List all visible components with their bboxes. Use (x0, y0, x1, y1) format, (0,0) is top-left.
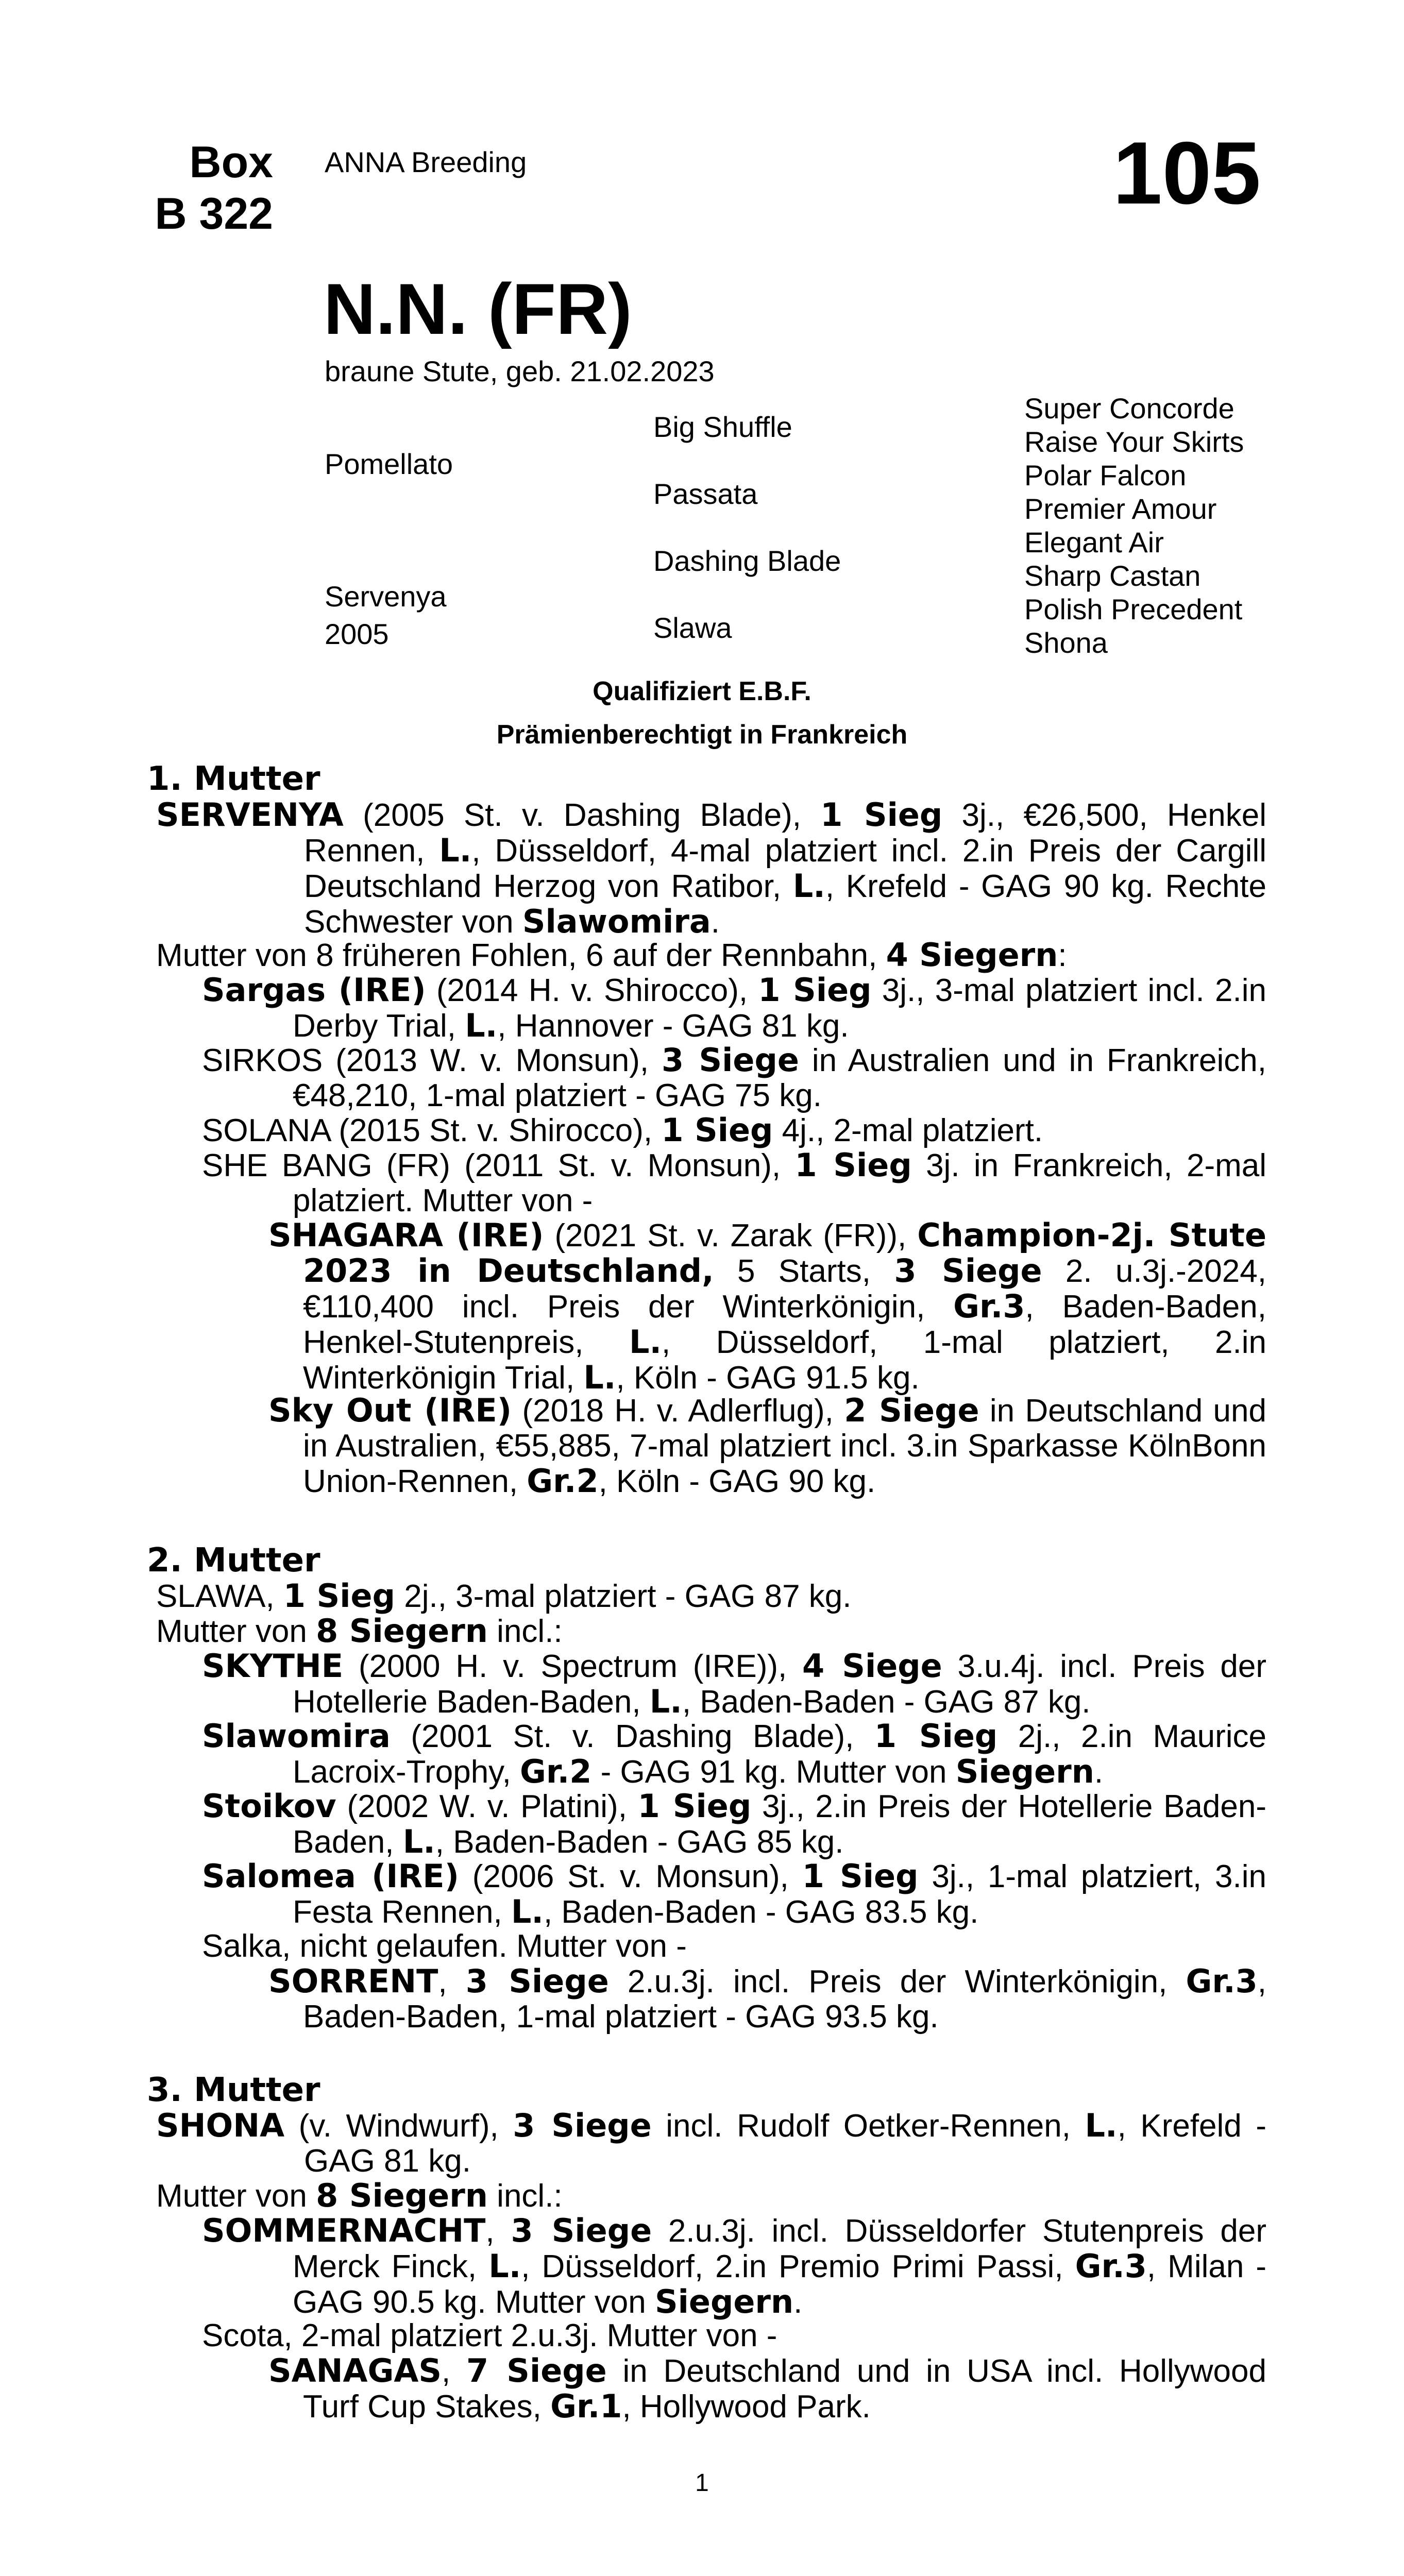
text-run: (2001 St. v. Dashing Blade), (390, 1719, 874, 1754)
pedigree-gen3-item: Raise Your Skirts (1024, 426, 1244, 458)
bold-text-run: 8 Siegern (316, 2177, 488, 2214)
dam-paragraph (156, 796, 1267, 940)
bold-text-run: Slawomira (522, 903, 711, 940)
text-run: . (711, 904, 720, 940)
bold-text-run: L. (649, 1683, 682, 1720)
text-run: , Baden-Baden, Henkel-Stutenpreis, (303, 1289, 1266, 1360)
text-run: 3j. in Frankreich, 2-mal platziert. Mutter von - (293, 1148, 1267, 1218)
bold-text-run: Gr.1 (550, 2387, 622, 2425)
bold-text-run: 1 Sieg (637, 1787, 752, 1825)
bold-text-run: 3 Siege (662, 1041, 799, 1079)
text-run: 5 Starts, (714, 1253, 894, 1289)
text-run: SOLANA (2015 St. v. Shirocco), (202, 1113, 662, 1148)
qualification-note: Qualifiziert E.B.F. (593, 676, 811, 706)
bold-text-run: L. (1085, 2107, 1118, 2144)
text-run: in Deutschland und in Australien, €55,885, 7-mal platziert incl. 3.in Sparkasse KölnBonn Union-Rennen, (303, 1393, 1266, 1499)
pedigree-gen2-item: Big Shuffle (653, 411, 792, 443)
text-run: - GAG 91 kg. Mutter von (591, 1754, 956, 1790)
section-title-1st-dam: 1. Mutter (147, 760, 320, 798)
pedigree-gen3-item: Shona (1024, 626, 1108, 659)
bold-text-run: Gr.2 (527, 1462, 599, 1500)
box-label (103, 137, 273, 240)
text-run: , Baden-Baden - GAG 85 kg. (435, 1824, 844, 1860)
bold-text-run: Champion-2j. Stute 2023 in Deutschland, (303, 1216, 1266, 1290)
pedigree-gen3-item: Polish Precedent (1024, 593, 1243, 625)
text-run: , (485, 2213, 511, 2249)
text-run: , Baden-Baden, 1-mal platziert - GAG 93.5 kg. (303, 1964, 1267, 2035)
text-run: Mutter von 8 früheren Fohlen, 6 auf der Rennbahn, (156, 938, 886, 973)
bold-text-run: L. (583, 1359, 616, 1396)
text-run: (2006 St. v. Monsun), (459, 1859, 802, 1894)
produce-entry (202, 1041, 1266, 1113)
bold-text-run: Siegern (654, 2283, 794, 2320)
text-run: , Hollywood Park. (622, 2389, 871, 2425)
pedigree-gen2-item: Dashing Blade (653, 545, 841, 577)
page-number: 1 (695, 2469, 709, 2497)
bold-text-run: L. (439, 832, 472, 869)
bold-text-run: 8 Siegern (316, 1612, 488, 1650)
text-run: incl. Rudolf Oetker-Rennen, (651, 2108, 1085, 2144)
dam-paragraph (156, 1579, 1266, 1614)
text-run: . (793, 2284, 803, 2320)
text-run: (v. Windwurf), (284, 2108, 513, 2144)
text-run: 2j., 3-mal platziert - GAG 87 kg. (395, 1579, 852, 1614)
section-title-2nd-dam: 2. Mutter (147, 1541, 320, 1580)
text-run: SLAWA, (156, 1579, 283, 1614)
text-run: 4j., 2-mal platziert. (773, 1113, 1043, 1148)
text-run: 2.u.3j. incl. Düsseldorfer Stutenpreis der Merck Finck, (293, 2213, 1266, 2284)
breeder-name: ANNA Breeding (325, 146, 527, 178)
bold-text-run: Siegern (955, 1753, 1094, 1790)
text-run: , (438, 1964, 466, 1999)
text-run: Mutter von (156, 1614, 316, 1649)
box-line-1: Box (189, 138, 273, 187)
bold-text-run: Salomea (IRE) (202, 1857, 459, 1895)
produce-entry (202, 1787, 1266, 1860)
bold-text-run: 1 Sieg (820, 796, 943, 834)
bold-text-run: 1 Sieg (283, 1577, 395, 1615)
text-run: in Deutschland und in USA incl. Hollywood Turf Cup Stakes, (303, 2353, 1266, 2425)
bold-text-run: SERVENYA (156, 796, 344, 834)
text-run: (2002 W. v. Platini), (336, 1789, 638, 1824)
text-run: SHE BANG (FR) (2011 St. v. Monsun), (202, 1148, 795, 1183)
bold-text-run: 4 Siege (802, 1647, 942, 1685)
text-run: (2021 St. v. Zarak (FR)), (544, 1218, 918, 1253)
text-run: , Baden-Baden - GAG 87 kg. (682, 1684, 1091, 1720)
pedigree-dam: Servenya (325, 580, 447, 613)
pedigree-gen3-item: Sharp Castan (1024, 560, 1201, 592)
box-number: B 322 (155, 189, 273, 239)
text-run: 2. u.3j.-2024, €110,400 incl. Preis der Winterkönigin, (303, 1253, 1266, 1325)
bold-text-run: Sky Out (IRE) (268, 1392, 512, 1429)
text-run: , Baden-Baden - GAG 83.5 kg. (543, 1894, 979, 1930)
produce-entry (202, 1647, 1266, 1720)
text-run: 3j., 2.in Preis der Hotellerie Baden-Baden, (293, 1789, 1266, 1860)
text-run: SIRKOS (2013 W. v. Monsun), (202, 1043, 662, 1078)
bold-text-run: SKYTHE (202, 1647, 344, 1685)
text-run: 3.u.4j. incl. Preis der Hotellerie Baden-Baden, (293, 1649, 1266, 1720)
text-run: (2005 St. v. Dashing Blade), (343, 798, 821, 833)
text-run: , Krefeld - GAG 81 kg. (304, 2108, 1266, 2179)
bold-text-run: 1 Sieg (874, 1717, 998, 1755)
bold-text-run: 3 Siege (513, 2107, 652, 2144)
premium-note: Prämienberechtigt in Frankreich (496, 720, 908, 750)
bold-text-run: Slawomira (202, 1717, 391, 1755)
produce-summary (156, 938, 1266, 973)
produce-entry (202, 1929, 1266, 1964)
produce-entry (202, 2212, 1267, 2320)
bold-text-run: Sargas (IRE) (202, 971, 426, 1009)
text-run: 3j., 1-mal platziert, 3.in Festa Rennen, (293, 1859, 1267, 1930)
horse-description: braune Stute, geb. 21.02.2023 (325, 355, 715, 387)
produce-summary (156, 1614, 1266, 1649)
produce-entry (268, 2352, 1266, 2425)
bold-text-run: L. (402, 1823, 435, 1860)
produce-entry (268, 1392, 1266, 1500)
produce-summary (156, 2178, 1266, 2214)
bold-text-run: L. (629, 1323, 662, 1361)
bold-text-run: Gr.3 (953, 1287, 1025, 1325)
bold-text-run: Stoikov (202, 1787, 336, 1825)
text-run: , Hannover - GAG 81 kg. (497, 1008, 849, 1044)
bold-text-run: 2 Siege (844, 1392, 979, 1429)
produce-entry (268, 1216, 1266, 1396)
produce-entry (202, 971, 1266, 1044)
produce-entry (202, 2318, 1266, 2353)
bold-text-run: 3 Siege (465, 1962, 609, 2000)
bold-text-run: SHONA (156, 2107, 285, 2144)
produce-entry (202, 1146, 1267, 1218)
horse-name: N.N. (FR) (324, 268, 632, 349)
bold-text-run: L. (465, 1007, 498, 1044)
section-title-3rd-dam: 3. Mutter (147, 2071, 320, 2109)
text-run: , (442, 2353, 467, 2389)
produce-entry (202, 1111, 1266, 1149)
bold-text-run: SANAGAS (268, 2352, 442, 2389)
bold-text-run: 1 Sieg (758, 971, 872, 1009)
bold-text-run: 3 Siege (511, 2212, 652, 2249)
bold-text-run: Gr.3 (1186, 1962, 1258, 2000)
pedigree-sire: Pomellato (325, 448, 453, 480)
pedigree-dam-year: 2005 (325, 618, 389, 650)
pedigree-gen3-item: Polar Falcon (1024, 459, 1187, 492)
text-run: Salka, nicht gelaufen. Mutter von - (202, 1928, 687, 1964)
text-run: incl.: (487, 1614, 563, 1649)
bold-text-run: Gr.2 (520, 1753, 592, 1790)
text-run: incl.: (487, 2178, 563, 2214)
bold-text-run: Gr.3 (1075, 2247, 1147, 2285)
bold-text-run: 1 Sieg (802, 1857, 919, 1895)
lot-number: 105 (1113, 124, 1261, 223)
bold-text-run: SORRENT (268, 1962, 438, 2000)
bold-text-run: 3 Siege (894, 1252, 1042, 1290)
text-run: , Köln - GAG 91.5 kg. (616, 1360, 920, 1396)
bold-text-run: 1 Sieg (794, 1146, 912, 1184)
text-run: , Düsseldorf, 1-mal platziert, 2.in Winterkönigin Trial, (303, 1325, 1266, 1396)
bold-text-run: L. (792, 867, 825, 905)
text-run: , Krefeld - GAG 90 kg. Rechte Schwester von (304, 869, 1266, 940)
produce-entry (202, 1857, 1267, 1930)
text-run: (2000 H. v. Spectrum (IRE)), (343, 1649, 803, 1684)
text-run: Scota, 2-mal platziert 2.u.3j. Mutter von - (202, 2318, 777, 2353)
pedigree-gen3-item: Super Concorde (1024, 392, 1234, 425)
bold-text-run: SHAGARA (IRE) (268, 1216, 544, 1254)
pedigree-gen2-item: Slawa (653, 612, 732, 644)
produce-entry (202, 1717, 1267, 1790)
text-run: , Köln - GAG 90 kg. (598, 1464, 876, 1499)
produce-entry (268, 1962, 1267, 2035)
text-run: , Milan - GAG 90.5 kg. Mutter von (293, 2249, 1267, 2320)
text-run: 2.u.3j. incl. Preis der Winterkönigin, (608, 1964, 1186, 1999)
text-run: (2018 H. v. Adlerflug), (512, 1393, 844, 1429)
pedigree-gen3-item: Premier Amour (1024, 493, 1217, 525)
text-run: (2014 H. v. Shirocco), (426, 973, 758, 1008)
text-run: , Düsseldorf, 4-mal platziert incl. 2.in Preis der Cargill Deutschland Herzog von Ratibor, (304, 833, 1266, 904)
text-run: , Düsseldorf, 2.in Premio Primi Passi, (521, 2249, 1075, 2284)
text-run: 2j., 2.in Maurice Lacroix-Trophy, (293, 1719, 1267, 1790)
dam-paragraph (156, 2107, 1266, 2179)
bold-text-run: 1 Sieg (661, 1111, 773, 1149)
bold-text-run: SOMMERNACHT (202, 2212, 486, 2249)
bold-text-run: 7 Siege (466, 2352, 607, 2389)
text-run: : (1058, 938, 1067, 973)
text-run: 3j., 3-mal platziert incl. 2.in Derby Trial, (293, 973, 1266, 1044)
text-run: . (1094, 1754, 1104, 1790)
bold-text-run: L. (488, 2247, 521, 2285)
pedigree-gen2-item: Passata (653, 478, 758, 510)
bold-text-run: 4 Siegern (886, 936, 1058, 974)
text-run: 3j., €26,500, Henkel Rennen, (304, 798, 1267, 869)
bold-text-run: L. (511, 1893, 544, 1930)
text-run: Mutter von (156, 2178, 316, 2214)
pedigree-gen3-item: Elegant Air (1024, 526, 1164, 558)
text-run: in Australien und in Frankreich, €48,210, 1-mal platziert - GAG 75 kg. (293, 1043, 1266, 1113)
